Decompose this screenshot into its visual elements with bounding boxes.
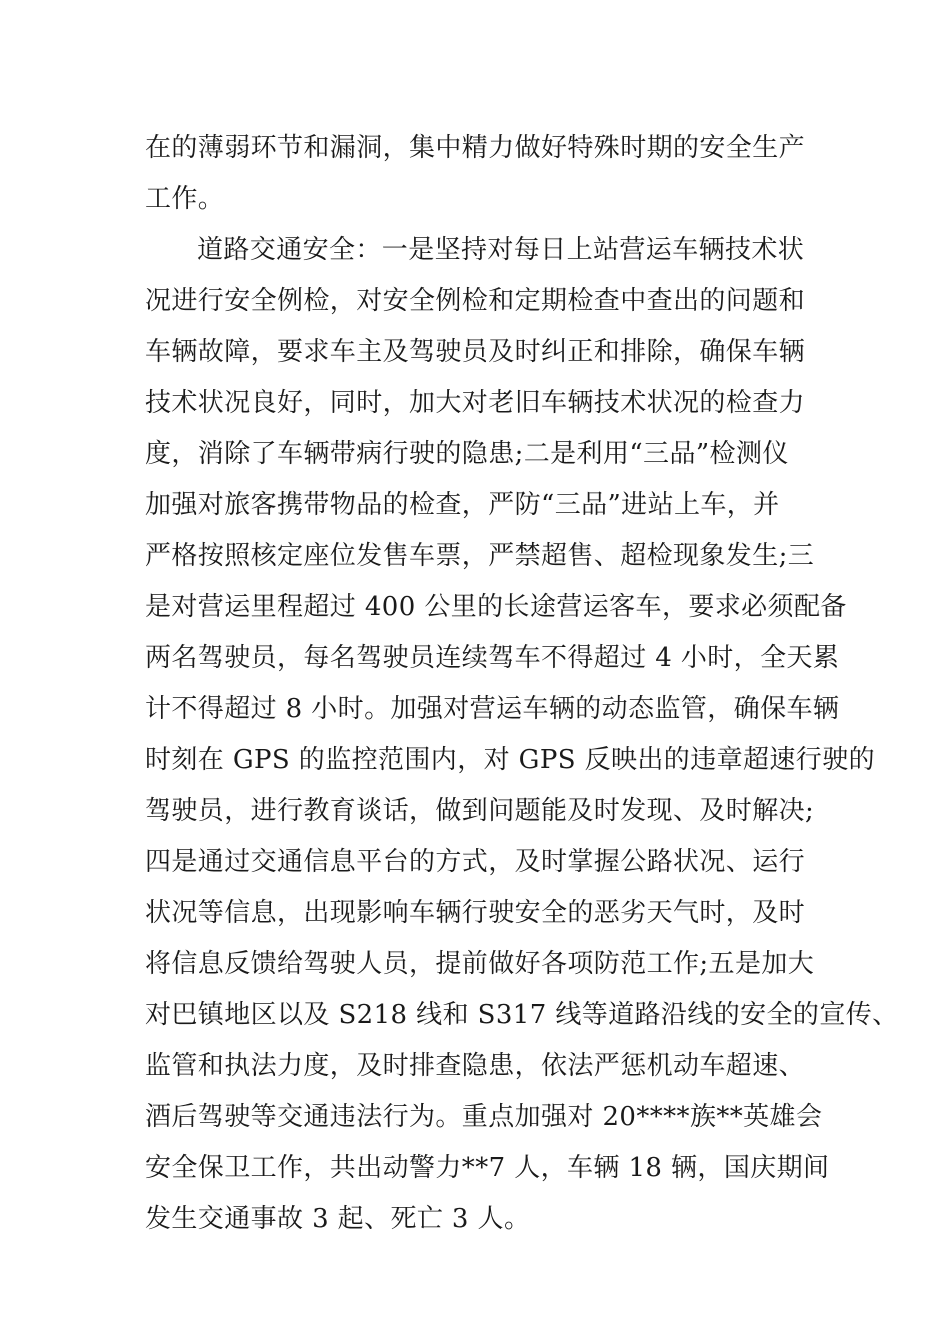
text-line: 况进行安全例检，对安全例检和定期检查中查出的问题和 [145, 286, 806, 316]
text-line: 酒后驾驶等交通违法行为。重点加强对 20****族**英雄会 [145, 1102, 823, 1132]
text-line: 驾驶员，进行教育谈话，做到问题能及时发现、及时解决; [145, 796, 815, 826]
text-line: 工作。 [145, 184, 225, 214]
text-line: 两名驾驶员，每名驾驶员连续驾车不得超过 4 小时，全天累 [145, 643, 840, 673]
text-line: 严格按照核定座位发售车票，严禁超售、超检现象发生;三 [145, 541, 815, 571]
text-line: 度，消除了车辆带病行驶的隐患;二是利用“三品”检测仪 [145, 439, 789, 469]
text-line: 时刻在 GPS 的监控范围内，对 GPS 反映出的违章超速行驶的 [145, 745, 876, 775]
text-line: 将信息反馈给驾驶人员，提前做好各项防范工作;五是加大 [145, 949, 815, 979]
text-line: 计不得超过 8 小时。加强对营运车辆的动态监管，确保车辆 [145, 694, 840, 724]
text-line: 是对营运里程超过 400 公里的长途营运客车，要求必须配备 [145, 592, 847, 622]
text-line: 四是通过交通信息平台的方式，及时掌握公路状况、运行 [145, 847, 806, 877]
body-text [145, 123, 899, 1245]
text-line: 在的薄弱环节和漏洞，集中精力做好特殊时期的安全生产 [145, 133, 806, 163]
text-line: 加强对旅客携带物品的检查，严防“三品”进站上车，并 [145, 490, 780, 520]
text-line: 状况等信息，出现影响车辆行驶安全的恶劣天气时，及时 [145, 898, 806, 928]
text-line: 安全保卫工作，共出动警力**7 人，车辆 18 辆，国庆期间 [145, 1153, 830, 1183]
paragraph-first-line: 道路交通安全：一是坚持对每日上站营运车辆技术状 [197, 235, 805, 265]
text-line: 技术状况良好，同时，加大对老旧车辆技术状况的检查力 [145, 388, 806, 418]
text-line: 车辆故障，要求车主及驾驶员及时纠正和排除，确保车辆 [145, 337, 806, 367]
text-line: 监管和执法力度，及时排查隐患，依法严惩机动车超速、 [145, 1051, 806, 1081]
text-line: 发生交通事故 3 起、死亡 3 人。 [145, 1204, 531, 1234]
text-line: 对巴镇地区以及 S218 线和 S317 线等道路沿线的安全的宣传、 [145, 1000, 899, 1030]
